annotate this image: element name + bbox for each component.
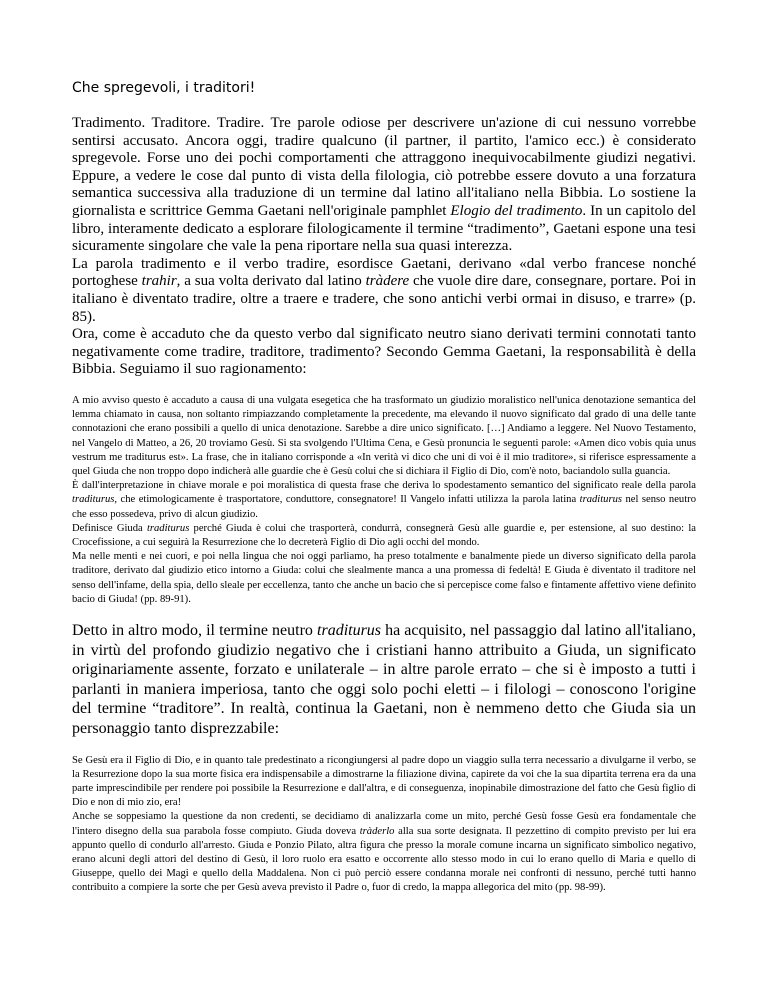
text-run: Ora, come è accaduto che da questo verbo dal significato neutro siano derivati termini connotati tanto negativamente come tradire, traditore, tradimento? Secondo Gemma Gaetani, la responsabilità è della Bibbia. Seguiamo il suo ragionamento: [72,326,696,378]
intro-paragraph [72,115,696,256]
text-run: Detto in altro modo, il termine neutro [72,621,318,639]
quote-paragraph [72,810,696,895]
text-run: Ma nelle menti e nei cuori, e poi nella lingua che noi oggi parliamo, ha preso totalmente e banalmente piede un diverso significato della parola traditore, derivato dal giudizio etico intorno a Giuda: colui che slealmente manca a una promessa di fedeltà! E Giuda è diventato il traditore nel senso dell'infame, della spia, dello sleale per eccellenza, tanto che anche un bacio che si percepisce come falso e fintamente affettivo viene definito bacio di Giuda! (pp. 89-91). [72,551,696,605]
text-run: alla sua sorte designata. Il pezzettino di compito previsto per lui era appunto quello di condurlo all'arresto. Giuda e Ponzio Pilato, altra figura che presso la morale comune incarna un significato simbolico negativo, erano alcuni degli attori del destino di Gesù, il loro ruolo era esatto e occorrente allo stesso modo in cui lo erano quello di Maria e quello di Giuseppe, quello dei Magi e quello della Maddalena. Non ci può perciò essere condanna morale nei confronti di nessuno, perché tutti hanno contribuito a compiere la sorte che per Gesù aveva previsto il Padre o, fuor di credo, la mappa allegorica del mito (pp. 98-99). [72,825,697,894]
quote-paragraph [72,754,696,811]
text-run: Se Gesù era il Figlio di Dio, e in quanto tale predestinato a ricongiungersi al padre dopo un viaggio sulla terra necessario a divulgarne il verbo, se la Resurrezione dopo la sua morte fisica era indispensabile a dimostrarne la filiazione divina, capirete da voi che la sua dipartita terrena era da una parte imprescindibile per rendere poi possibile la Resurrezione e dall'altra, e di conseguenza, inopinabile dimostrazione del fatto che Gesù figlio di Dio e non di mio zio, era! [72,754,696,809]
text-run: È dall'interpretazione in chiave morale e poi moralistica di questa frase che deriva lo spodestamento semantico del significato reale della parola [72,480,696,492]
text-run: Tradimento. Traditore. Tradire. Tre parole odiose per descrivere un'azione di cui nessuno vorrebbe sentirsi accusato. Ancora oggi, tradire qualcuno (il partner, il partito, l'amico ecc.) è considerato spregevole. Forse uno dei pochi comportamenti che attraggono inequivocabilmente giudizi negativi. Eppure, a vedere le cose dal punto di vista della filologia, ciò potrebbe essere dovuto a una forzatura semantica successiva alla traduzione di un termine dal latino all'italiano nella Bibbia. Lo sostiene la giornalista e scrittrice Gemma Gaetani nell'originale pamphlet [72,115,696,219]
italic-text: traditurus [579,494,623,506]
italic-text: traditurus [317,621,382,639]
italic-text: tràderlo [359,825,395,837]
italic-text: tràdere [365,273,410,290]
quote-paragraph [72,522,696,550]
middle-paragraph [72,621,696,739]
text-run: , che etimologicamente è trasportatore, conduttore, consegnatore! Il Vangelo infatti utilizza la parola latina [114,494,580,506]
quote-paragraph [72,479,696,522]
article-title: Che spregevoli, i traditori! [72,80,256,96]
block-quote-2 [72,754,696,896]
text-run: A mio avviso questo è accaduto a causa di una vulgata esegetica che ha trasformato un giudizio moralistico nell'unica denotazione semantica del lemma chiamato in causa, non soltanto rimpiazzando completamente la precedente, ma elevando il nuovo significato dal grado di una delle tante connotazioni che erano possibili a quello di unica denotazione. Sarebbe a dire unico significato. […] Andiamo a leggere. Nel Nuovo Testamento, nel Vangelo di Matteo, a 26, 20 troviamo Gesù. Si sta svolgendo l'Ultima Cena, e Gesù pronuncia le seguenti parole: «Amen dico vobis quia unus vestrum me traditurus est». La frase, che in italiano corrisponde a «In verità vi dico che uni di voi è il mio traditore», si riferisce espressamente a quel Giuda che non troppo dopo indicherà alle guardie che è Gesù colui che si dichiara il Figlio di Dio, com'è noto, baciandolo sulla guancia. [72,394,696,477]
text-run: . In un capitolo del libro, interamente dedicato a esplorare filologicamente il termine “tradimento”, Gaetani espone una tesi sicuramente singolare che vale la pena riportare nella sua quasi interezza. [72,202,697,255]
text-run: perché Giuda è colui che trasporterà, condurrà, consegnerà Gesù alle guardie e, per estensione, al suo destino: la Crocefissione, a cui seguirà la Resurrezione che lo decreterà Figlio di Dio agli occhi del mondo. [72,522,696,548]
text-run: , a sua volta derivato dal latino [176,273,366,290]
intro-paragraph [72,256,696,326]
text-run: Definisce Giuda [72,522,147,534]
quote-paragraph [72,550,696,607]
italic-text: trahir [141,273,177,290]
text-run: ha acquisito, nel passaggio dal latino all'italiano, in virtù del profondo giudizio negativo che i cristiani hanno attribuito a Giuda, un significato originariamente assente, forzato e unilaterale – in altre parole errato – che si è imposto a tutti i parlanti in maniera imperiosa, tanto che oggi solo pochi eletti – i filologi – conoscono l'origine del termine “traditore”. In realtà, continua la Gaetani, non è nemmeno detto che Giuda sia un personaggio tanto disprezzabile: [72,621,697,737]
intro-section [72,115,696,379]
quote-paragraph [72,394,696,479]
block-quote-1 [72,394,696,607]
italic-text: traditurus [146,522,190,534]
italic-text: Elogio del tradimento [450,202,583,219]
italic-text: traditurus [72,494,115,506]
text-run: Anche se soppesiamo la questione da non credenti, se decidiamo di analizzarla come un mito, perché Gesù fosse Gesù era fondamentale che l'intero disegno della sua parabola fosse compiuto. Giuda doveva [72,811,696,837]
document-page [72,80,696,896]
text-run: che vuole dire dare, consegnare, portare. Poi in italiano è diventato tradire, oltre a traere e tradere, che sono antichi verbi ormai in disuso, e trarre» (p. 85). [72,273,696,325]
intro-paragraph [72,326,696,379]
text-run: nel senso neutro che esso possedeva, privo di alcun giudizio. [72,494,696,520]
text-run: La parola tradimento e il verbo tradire, esordisce Gaetani, derivano «dal verbo francese nonché portoghese [72,255,696,290]
